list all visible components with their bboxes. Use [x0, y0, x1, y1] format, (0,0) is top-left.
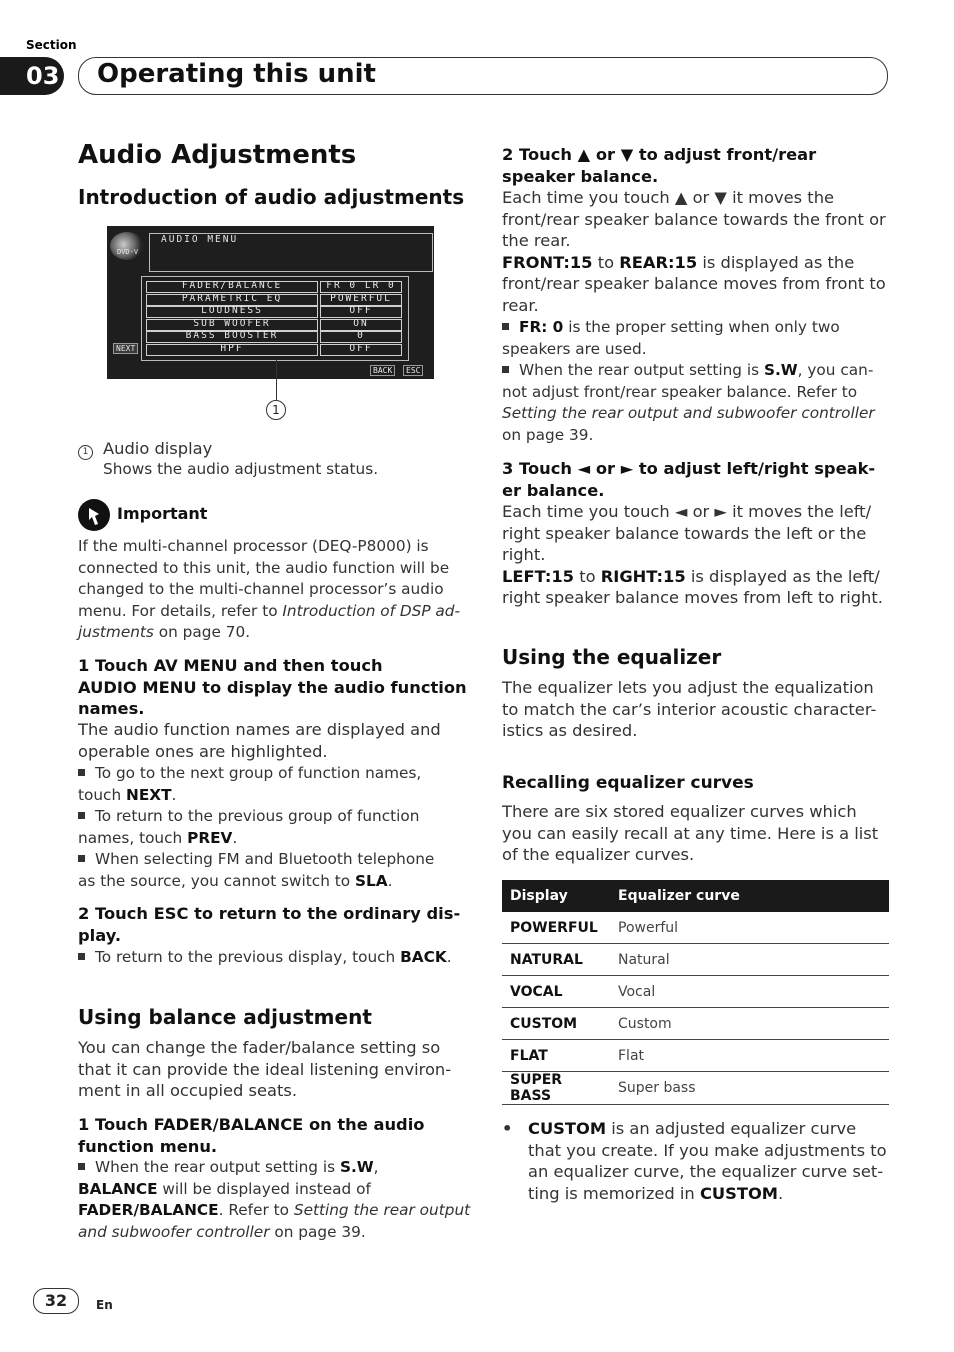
section-number: 03: [0, 57, 64, 95]
caption-marker: 1: [78, 445, 93, 460]
r-step2-heading: 2 Touch ▲ or ▼ to adjust front/rear speaker balance.: [502, 145, 817, 186]
screen-menu-title: AUDIO MENU: [161, 234, 239, 245]
balance-step1-heading: 1 Touch FADER/BALANCE on the audio function menu.: [78, 1115, 425, 1156]
header-title: Operating this unit: [97, 59, 376, 89]
screen-next-button[interactable]: NEXT: [113, 343, 138, 354]
heading-equalizer: Using the equalizer: [502, 645, 722, 669]
caption-title: Audio display: [103, 439, 213, 458]
screen-row-name[interactable]: PARAMETRIC EQ: [146, 294, 318, 306]
table-row: SUPER BASS Super bass: [502, 1072, 889, 1105]
r-step2-body: Each time you touch ▲ or ▼ it moves the front/rear speaker balance towards the front or the rear. FRONT:15 to REAR:15 is displayed as the front/rear speaker balance moves from front to rear.: [502, 188, 886, 315]
screen-row-name[interactable]: SUB WOOFER: [146, 319, 318, 331]
section-label: Section: [26, 38, 77, 52]
table-row: NATURAL Natural: [502, 944, 889, 976]
screen-row-name[interactable]: LOUDNESS: [146, 306, 318, 318]
caption-text: Shows the audio adjustment status.: [103, 460, 379, 478]
heading-balance: Using balance adjustment: [78, 1005, 372, 1029]
equalizer-table: [502, 880, 889, 1105]
language-label: En: [96, 1298, 113, 1312]
page-number: 32: [33, 1288, 79, 1314]
important-text: If the multi-channel processor (DEQ-P8000) is connected to this unit, the audio function will be changed to the multi-channel processor’s audio menu. For details, refer to Introduction of DSP ad- justments on page 70.: [78, 537, 461, 641]
step1-notes: To go to the next group of function names, touch NEXT. To return to the previous group of function names, touch PREV. When selecting FM and Bluetooth telephone as the source, you cannot switch to SLA.: [78, 764, 435, 890]
step2-heading: 2 Touch ESC to return to the ordinary dis- play.: [78, 904, 461, 945]
screen-row-name[interactable]: BASS BOOSTER: [146, 331, 318, 343]
audio-menu-screen: [107, 226, 434, 379]
r-step2-notes: FR: 0 is the proper setting when only two speakers are used. When the rear output setting is S.W, you can- not adjust front/rear speaker balance. Refer to Setting the rear output and subwoofer controller on page 39.: [502, 318, 875, 444]
screen-esc-button[interactable]: ESC: [403, 365, 423, 376]
screen-row-value: OFF: [320, 306, 402, 318]
important-label: Important: [117, 504, 208, 523]
screen-row-value: OFF: [320, 344, 402, 356]
callout-marker: 1: [266, 400, 286, 420]
screen-row-value: POWERFUL: [320, 294, 402, 306]
step1-body: The audio function names are displayed and operable ones are highlighted.: [78, 720, 441, 761]
custom-bullet: • CUSTOM is an adjusted equalizer curve that you create. If you make adjustments to an equalizer curve, the equalizer curve set- ting is memorized in CUSTOM.: [502, 1119, 887, 1203]
table-row: VOCAL Vocal: [502, 976, 889, 1008]
balance-body: You can change the fader/balance setting so that it can provide the ideal listening environ- ment in all occupied seats.: [78, 1038, 452, 1100]
r-step3-body: Each time you touch ◄ or ► it moves the left/ right speaker balance towards the left or the right. LEFT:15 to RIGHT:15 is displayed as the left/ right speaker balance moves from left to right.: [502, 502, 883, 607]
callout-line: [276, 360, 277, 400]
recall-body: There are six stored equalizer curves which you can easily recall at any time. Here is a list of the equalizer curves.: [502, 802, 879, 864]
important-icon: [78, 499, 110, 531]
r-step3-heading: 3 Touch ◄ or ► to adjust left/right speak- er balance.: [502, 459, 876, 500]
equalizer-body: The equalizer lets you adjust the equalization to match the car’s interior acoustic character- istics as desired.: [502, 678, 877, 740]
heading-recall: Recalling equalizer curves: [502, 773, 754, 793]
table-row: CUSTOM Custom: [502, 1008, 889, 1040]
table-header-curve: Equalizer curve: [610, 880, 889, 912]
step2-note: To return to the previous display, touch BACK.: [78, 947, 452, 969]
screen-row-value: ON: [320, 319, 402, 331]
table-row: POWERFUL Powerful: [502, 912, 889, 944]
screen-back-button[interactable]: BACK: [370, 365, 395, 376]
screen-row-value: FR 0 LR 0: [320, 281, 402, 293]
screen-logo: DVD-V: [117, 248, 139, 256]
balance-step1-note: When the rear output setting is S.W, BALANCE will be displayed instead of FADER/BALANCE. Refer to Setting the rear output and subwoofer controller on page 39.: [78, 1158, 471, 1241]
table-row: FLAT Flat: [502, 1040, 889, 1072]
screen-row-name[interactable]: HPF: [146, 344, 318, 356]
table-header-display: Display: [502, 880, 610, 912]
screen-row-name[interactable]: FADER/BALANCE: [146, 281, 318, 293]
heading-intro: Introduction of audio adjustments: [78, 185, 465, 209]
page-title: Audio Adjustments: [78, 140, 357, 170]
screen-row-value: 0: [320, 331, 402, 343]
step1-heading: 1 Touch AV MENU and then touch AUDIO MENU to display the audio function names.: [78, 656, 467, 718]
